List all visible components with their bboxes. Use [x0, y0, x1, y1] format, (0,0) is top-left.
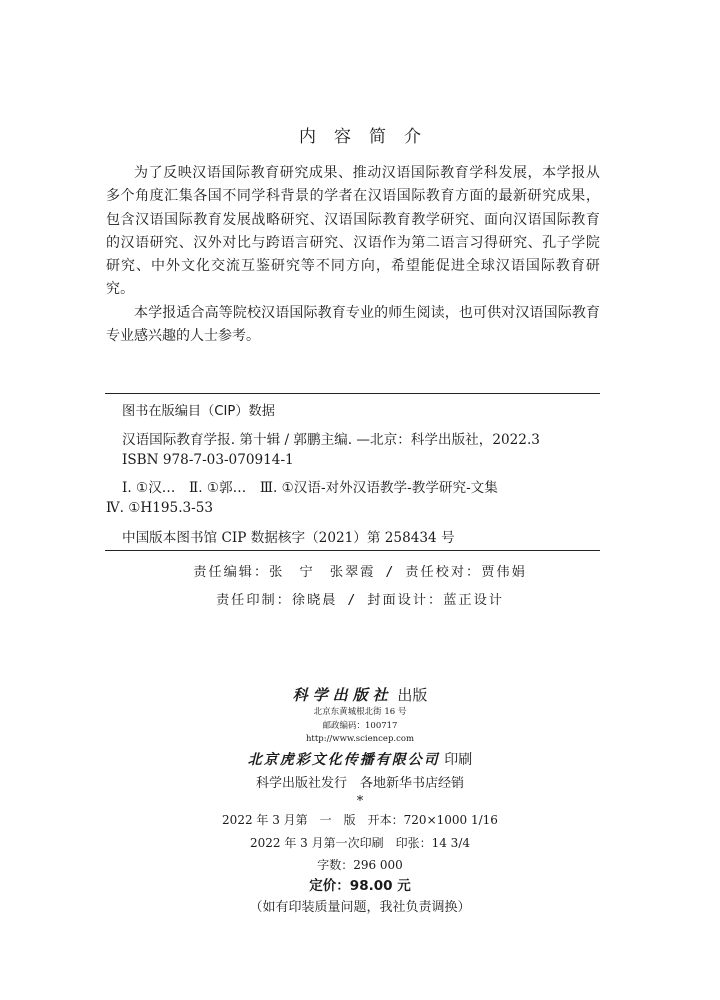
quality-notice: （如有印装质量问题，我社负责调换） — [249, 900, 471, 915]
cip-bottom-rule — [105, 550, 600, 551]
summary-body — [106, 162, 600, 348]
printer-suffix: 印刷 — [444, 752, 473, 768]
publisher-logotype: 科学出版社 — [292, 686, 393, 704]
publisher-suffix: 出版 — [397, 686, 428, 704]
printer-logotype: 北京虎彩文化传播有限公司 — [247, 752, 440, 768]
publisher-line — [0, 684, 720, 705]
word-count: 字数：296 000 — [317, 858, 403, 872]
publisher-address: 北京东黄城根北街 16 号 — [313, 707, 407, 717]
summary-paragraph: 为了反映汉语国际教育研究成果、推动汉语国际教育学科发展，本学报从多个角度汇集各国不同学科背景的学者在汉语国际教育方面的最新研究成果，包含汉语国际教育发展战略研究、汉语国际教育教学研究、面向汉语国际教育的汉语研究、汉外对比与跨语言研究、汉语作为第二语言习得研究、孔子学院研究、中外文化交流互鉴研究等不同方向，希望能促进全球汉语国际教育研究。 — [106, 165, 600, 298]
summary-paragraph: 本学报适合高等院校汉语国际教育专业的师生阅读，也可供对汉语国际教育专业感兴趣的人士参考。 — [106, 304, 600, 345]
separator-star: * — [356, 794, 364, 809]
cip-classification: Ⅰ. ①汉… Ⅱ. ①郭… Ⅲ. ①汉语-对外汉语教学-教学研究-文集 — [122, 480, 498, 496]
printer-line — [0, 749, 720, 769]
price: 定价：98.00 元 — [309, 878, 411, 894]
cip-heading: 图书在版编目（CIP）数据 — [122, 404, 275, 419]
publisher-postcode: 邮政编码：100717 — [322, 721, 398, 731]
edition-line: 2022 年 3 月第 一 版 开本：720×1000 1/16 — [222, 813, 498, 827]
cip-title-line: 汉语国际教育学报. 第十辑 / 郭鹏主编. —北京：科学出版社，2022.3 — [122, 432, 540, 448]
cip-isbn: ISBN 978-7-03-070914-1 — [122, 452, 294, 468]
cip-number: 中国版本图书馆 CIP 数据核字（2021）第 258434 号 — [122, 530, 455, 546]
credits-editors: 责任编辑：张 宁 张翠霞 / 责任校对：贾伟娟 — [193, 565, 527, 580]
credits-print-design: 责任印制：徐晓晨 / 封面设计：蓝正设计 — [215, 593, 504, 608]
distribution-line: 科学出版社发行 各地新华书店经销 — [255, 776, 464, 791]
cip-top-rule — [105, 393, 600, 394]
summary-title: 内容简介 — [299, 127, 439, 147]
cip-classification-line2: Ⅳ. ①H195.3-53 — [106, 500, 214, 516]
printing-line: 2022 年 3 月第一次印刷 印张：14 3/4 — [249, 836, 470, 850]
publisher-url: http://www.sciencep.com — [305, 734, 415, 744]
